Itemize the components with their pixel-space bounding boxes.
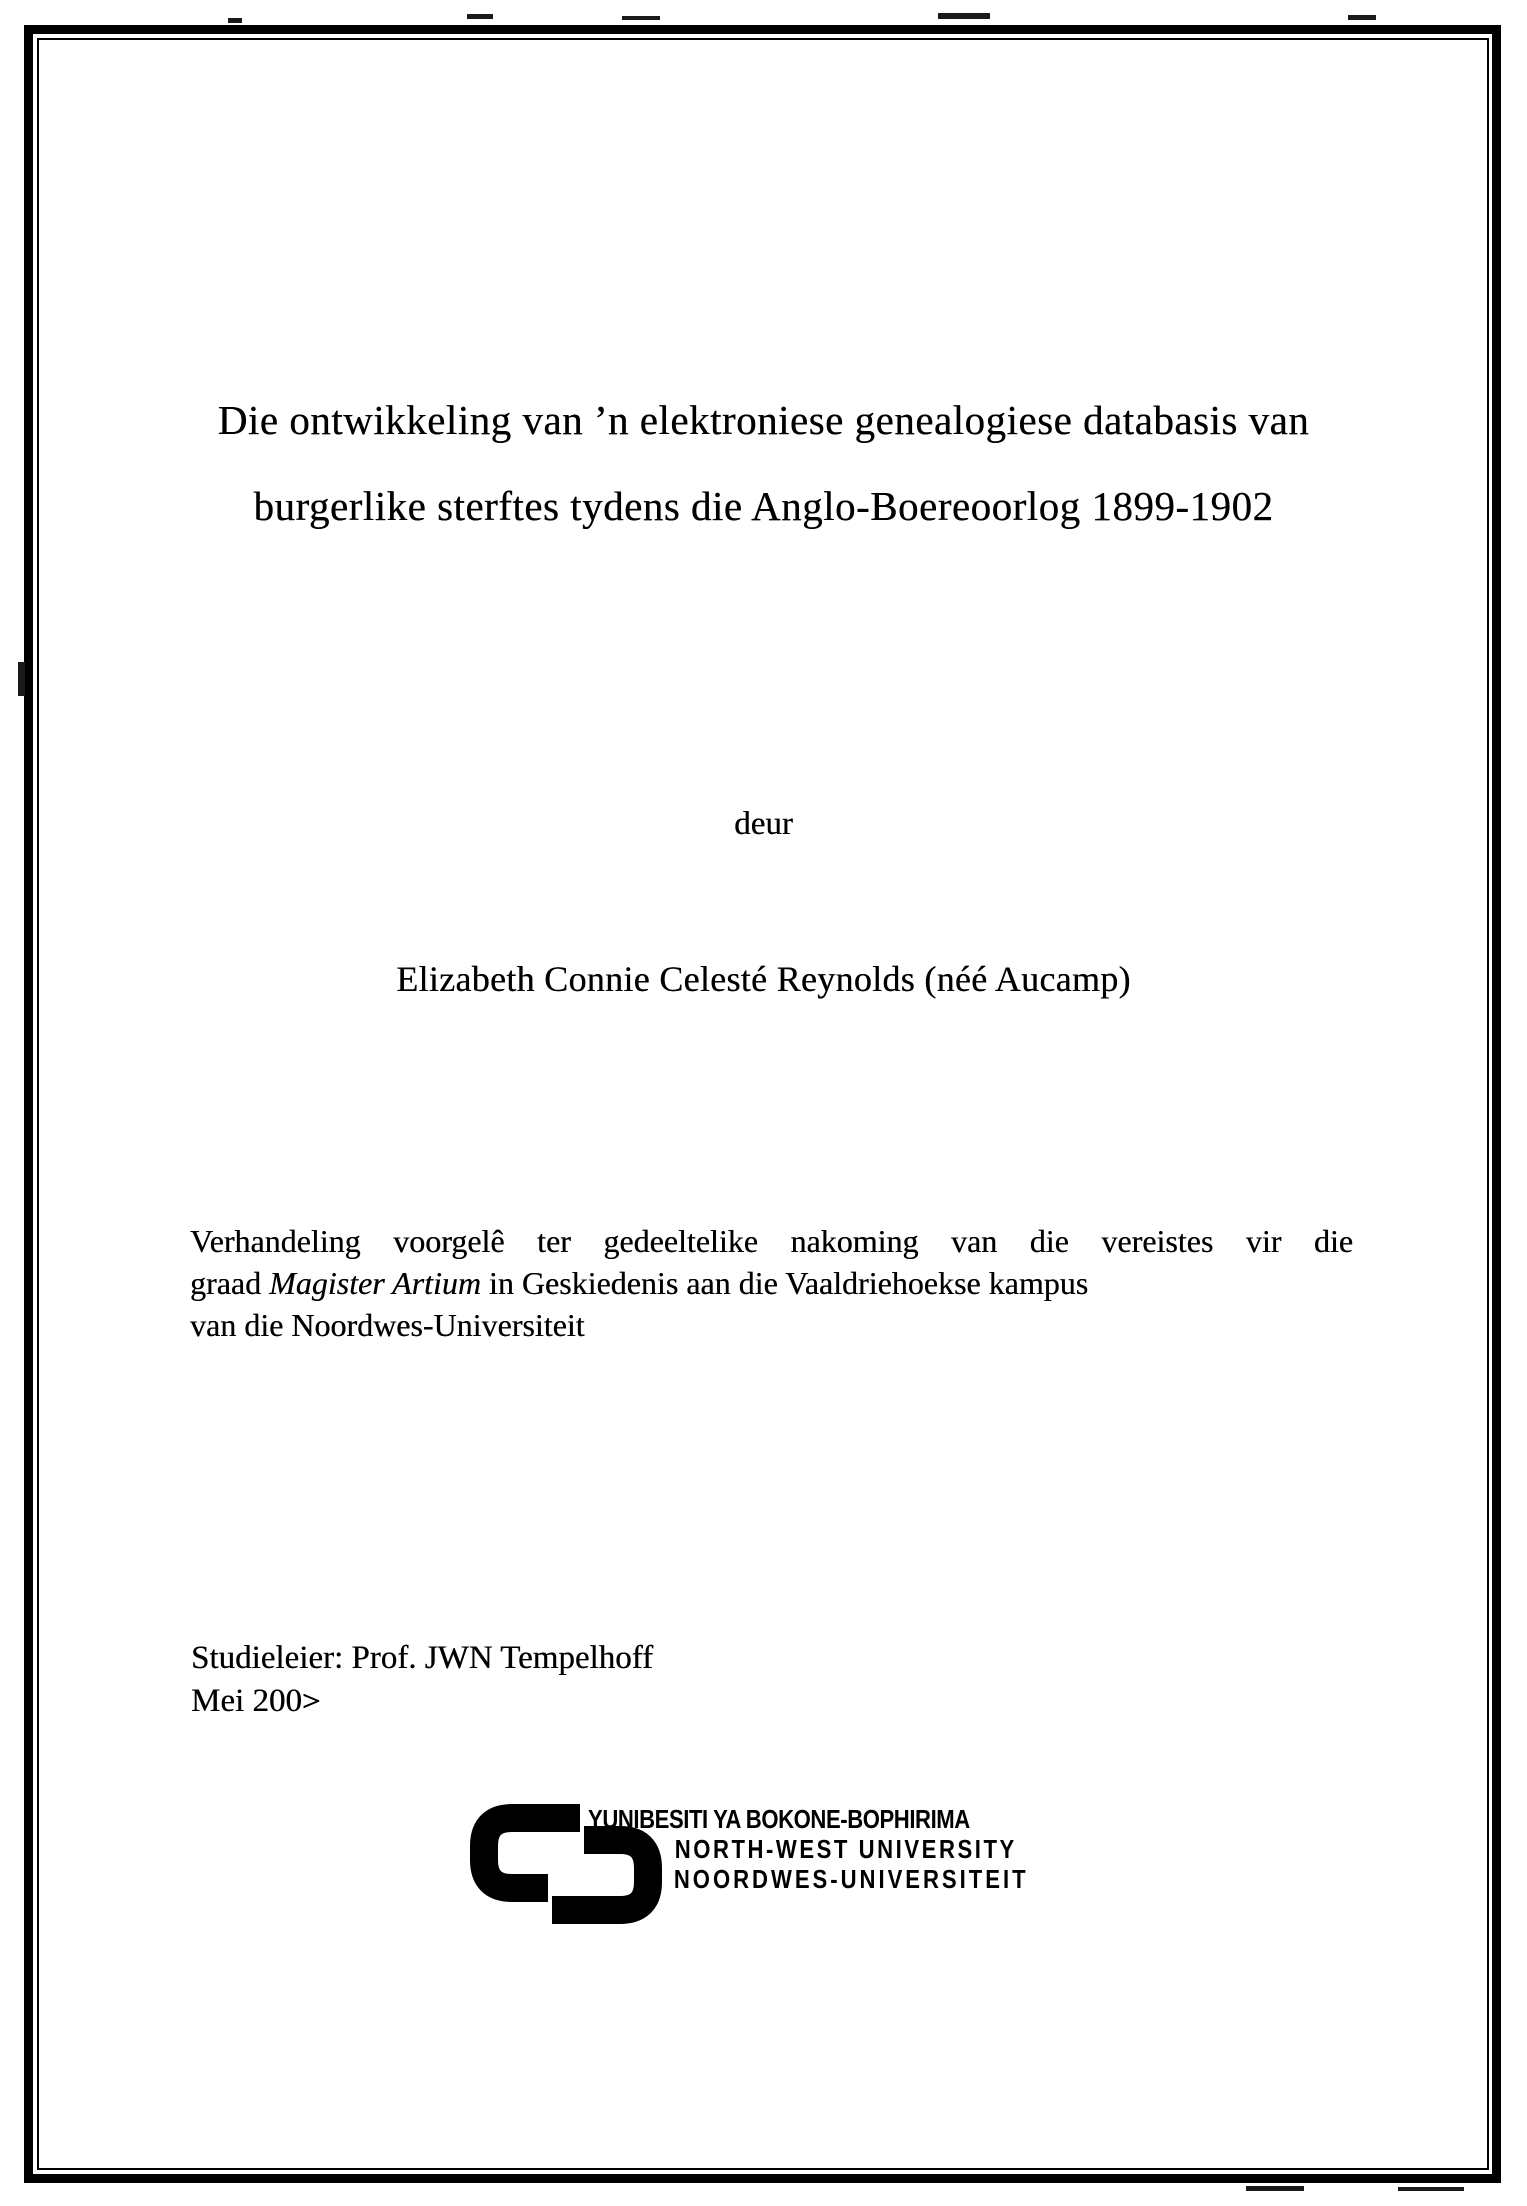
supervisor-block bbox=[191, 1637, 653, 1723]
date-prefix: Mei 200 bbox=[191, 1683, 302, 1719]
date-line bbox=[191, 1680, 653, 1723]
scan-artifact bbox=[467, 14, 493, 19]
scan-artifact bbox=[938, 13, 990, 19]
logo-line-english: NORTH-WEST UNIVERSITY bbox=[674, 1834, 1017, 1864]
degree-statement-line2 bbox=[190, 1262, 1353, 1304]
degree-statement-line2-pre: graad bbox=[190, 1265, 270, 1301]
scan-artifact bbox=[18, 662, 25, 696]
byline-deur: deur bbox=[734, 806, 793, 842]
thesis-title-line1: Die ontwikkeling van ’n elektroniese genealogiese databasis van bbox=[217, 397, 1310, 443]
scan-artifact bbox=[1348, 15, 1376, 20]
chain-link-left bbox=[484, 1818, 580, 1888]
scan-artifact bbox=[622, 16, 660, 20]
scan-artifact bbox=[1246, 2186, 1304, 2191]
thesis-title bbox=[0, 377, 1527, 549]
degree-statement-line3: van die Noordwes-Universiteit bbox=[190, 1307, 585, 1343]
scan-artifact bbox=[1398, 2187, 1464, 2191]
distorted-seven-glyph: > bbox=[301, 1686, 321, 1718]
author-name: Elizabeth Connie Celesté Reynolds (néé Aucamp) bbox=[396, 959, 1131, 999]
supervisor-line: Studieleier: Prof. JWN Tempelhoff bbox=[191, 1640, 654, 1676]
thesis-title-line2: burgerlike sterftes tydens die Anglo-Boereoorlog 1899-1902 bbox=[253, 483, 1274, 529]
degree-name-italic: Magister Artium bbox=[269, 1265, 481, 1301]
logo-line-afrikaans: NOORDWES-UNIVERSITEIT bbox=[673, 1864, 1029, 1894]
degree-statement-line2-post: in Geskiedenis aan die Vaaldriehoekse kampus bbox=[480, 1265, 1089, 1301]
scan-artifact bbox=[228, 18, 242, 23]
degree-statement-line1: Verhandeling voorgelê ter gedeeltelike nakoming van die vereistes vir die bbox=[190, 1223, 1353, 1259]
degree-statement bbox=[190, 1220, 1353, 1346]
nwu-logo-text bbox=[588, 1804, 1029, 1894]
logo-line-setswana: YUNIBESITI YA BOKONE-BOPHIRIMA bbox=[588, 1804, 970, 1834]
